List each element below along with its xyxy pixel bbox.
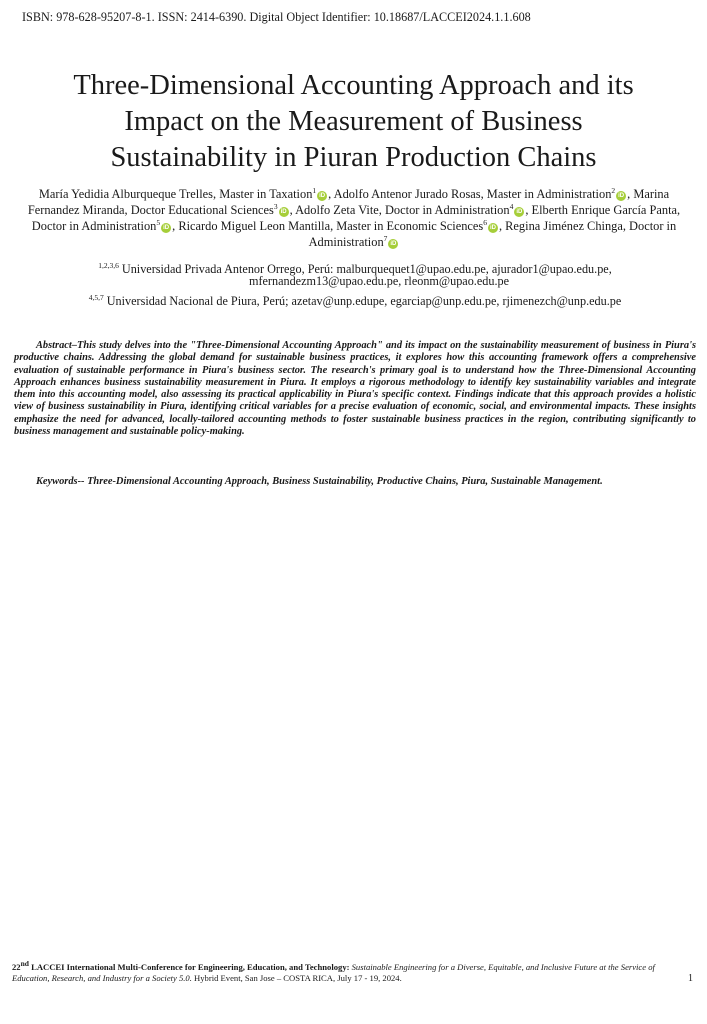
title-line-1: Three-Dimensional Accounting Approach and its: [73, 70, 634, 101]
page-number: 1: [688, 973, 693, 984]
footer-num: 22: [12, 962, 21, 972]
abstract: [14, 340, 696, 438]
author-name: Ricardo Miguel Leon Mantilla, Master in Economic Sciences: [178, 219, 484, 233]
orcid-icon[interactable]: iD: [618, 193, 625, 199]
footer-event: Hybrid Event, San Jose – COSTA RICA, July 17 - 19, 2024.: [191, 973, 402, 983]
orcid-icon[interactable]: iD: [280, 209, 287, 215]
author-sup: 4: [509, 201, 514, 211]
affiliation-1: [30, 260, 680, 288]
orcid-icon[interactable]: iD: [516, 209, 523, 215]
footer-conference: LACCEI International Multi-Conference for Engineering, Education, and Technology:: [28, 962, 350, 972]
author-sup: 7: [383, 233, 388, 243]
keywords: [14, 476, 696, 488]
orcid-icon[interactable]: iD: [163, 225, 170, 231]
author-sup: 2: [611, 185, 616, 195]
orcid-icon[interactable]: iD: [390, 241, 397, 247]
keywords-label: Keywords--: [36, 476, 85, 487]
title-line-2: Impact on the Measurement of Business: [124, 106, 583, 137]
author-name: Regina Jiménez Chinga, Doctor in Administration: [308, 219, 677, 249]
author-list: María Yedidia Alburqueque Trelles, Master in Taxation$^1$iD , Adolfo Antenor Jurado Rosas, Master in Administration$^2$iD , Marina Fernandez Miranda, Doctor Educational Sciences$^3$iD , Adolfo Zeta Vite, Doctor in Administration$^4$iD , Elberth Enrique García Panta, Doctor in Administration$^5$iD , Ricardo Miguel Leon Mantilla, Master in Economic Sciences$^6$iD , Regina Jiménez Chinga, Doctor in Administration$^7$iD: [27, 185, 681, 249]
author-sup: 1: [312, 185, 317, 195]
footer-num-sup: nd: [20, 959, 29, 969]
affiliation-text: Universidad Nacional de Piura, Perú; azetav@unp.edupe, egarciap@unp.edu.pe, rjimenezch@unp.edu.pe: [106, 294, 622, 308]
affiliation-sup: 1,2,3,6: [98, 260, 119, 270]
affiliation-2: [30, 292, 680, 308]
affiliation-text: Universidad Privada Antenor Orrego, Perú: malburquequet1@upao.edu.pe, ajurador1@upao.edu.pe,: [121, 262, 612, 276]
abstract-label: Abstract: [36, 340, 72, 351]
affiliation-text-2: mfernandezm13@upao.edu.pe, rleonm@upao.edu.pe: [248, 274, 509, 288]
orcid-icon[interactable]: iD: [489, 225, 496, 231]
paper-title: [20, 68, 687, 176]
author-name: María Yedidia Alburqueque Trelles, Master in Taxation: [38, 187, 313, 201]
title-line-3: Sustainability in Piuran Production Chains: [110, 142, 597, 173]
keywords-text: Three-Dimensional Accounting Approach, Business Sustainability, Productive Chains, Piura, Sustainable Management.: [84, 476, 603, 487]
author-name: Marina Fernandez Miranda, Doctor Educational Sciences: [27, 187, 670, 217]
author-name: Elberth Enrique García Panta, Doctor in Administration: [31, 203, 681, 233]
isbn-header: ISBN: 978-628-95207-8-1. ISSN: 2414-6390. Digital Object Identifier: 10.18687/LACCEI2024.1.1.608: [22, 10, 531, 24]
author-sup: 5: [156, 217, 161, 227]
affiliation-sup: 4,5,7: [88, 292, 104, 302]
author-sup: 3: [273, 201, 278, 211]
footer-theme: Sustainable Engineering for a Diverse, Equitable, and Inclusive Future at the Service of Education, Research, and Industry for a Society 5.0.: [12, 962, 655, 983]
orcid-icon[interactable]: iD: [319, 193, 326, 199]
abstract-text: –This study delves into the "Three-Dimensional Accounting Approach" and its impact on the sustainability measurement of business in Piura's productive chains. Addressing the global demand for sustainable business practices, it explores how this accounting framework offers a comprehensive evaluation of sustainable performance in Piura's business sector. The research's primary goal is to understand how the Three-Dimensional Accounting Approach enhances business sustainability measurement in Piura. It employs a rigorous methodology to identify key sustainability variables and integrate them into this accounting model, also assessing its practical applicability in Piura's specific context. Findings indicate that this approach provides a holistic view of business sustainability in Piura, identifying critical variables for a precise evaluation of economic, social, and environmental impacts. These insights emphasize the need for advanced, locally-tailored accounting methods to foster sustainable business practices in the region, contributing significantly to business management and sustainable policy-making.: [14, 340, 696, 438]
author-name: Adolfo Zeta Vite, Doctor in Administration: [295, 203, 510, 217]
author-name: Adolfo Antenor Jurado Rosas, Master in Administration: [333, 187, 612, 201]
author-sup: 6: [483, 217, 487, 227]
page-footer: [12, 959, 680, 984]
